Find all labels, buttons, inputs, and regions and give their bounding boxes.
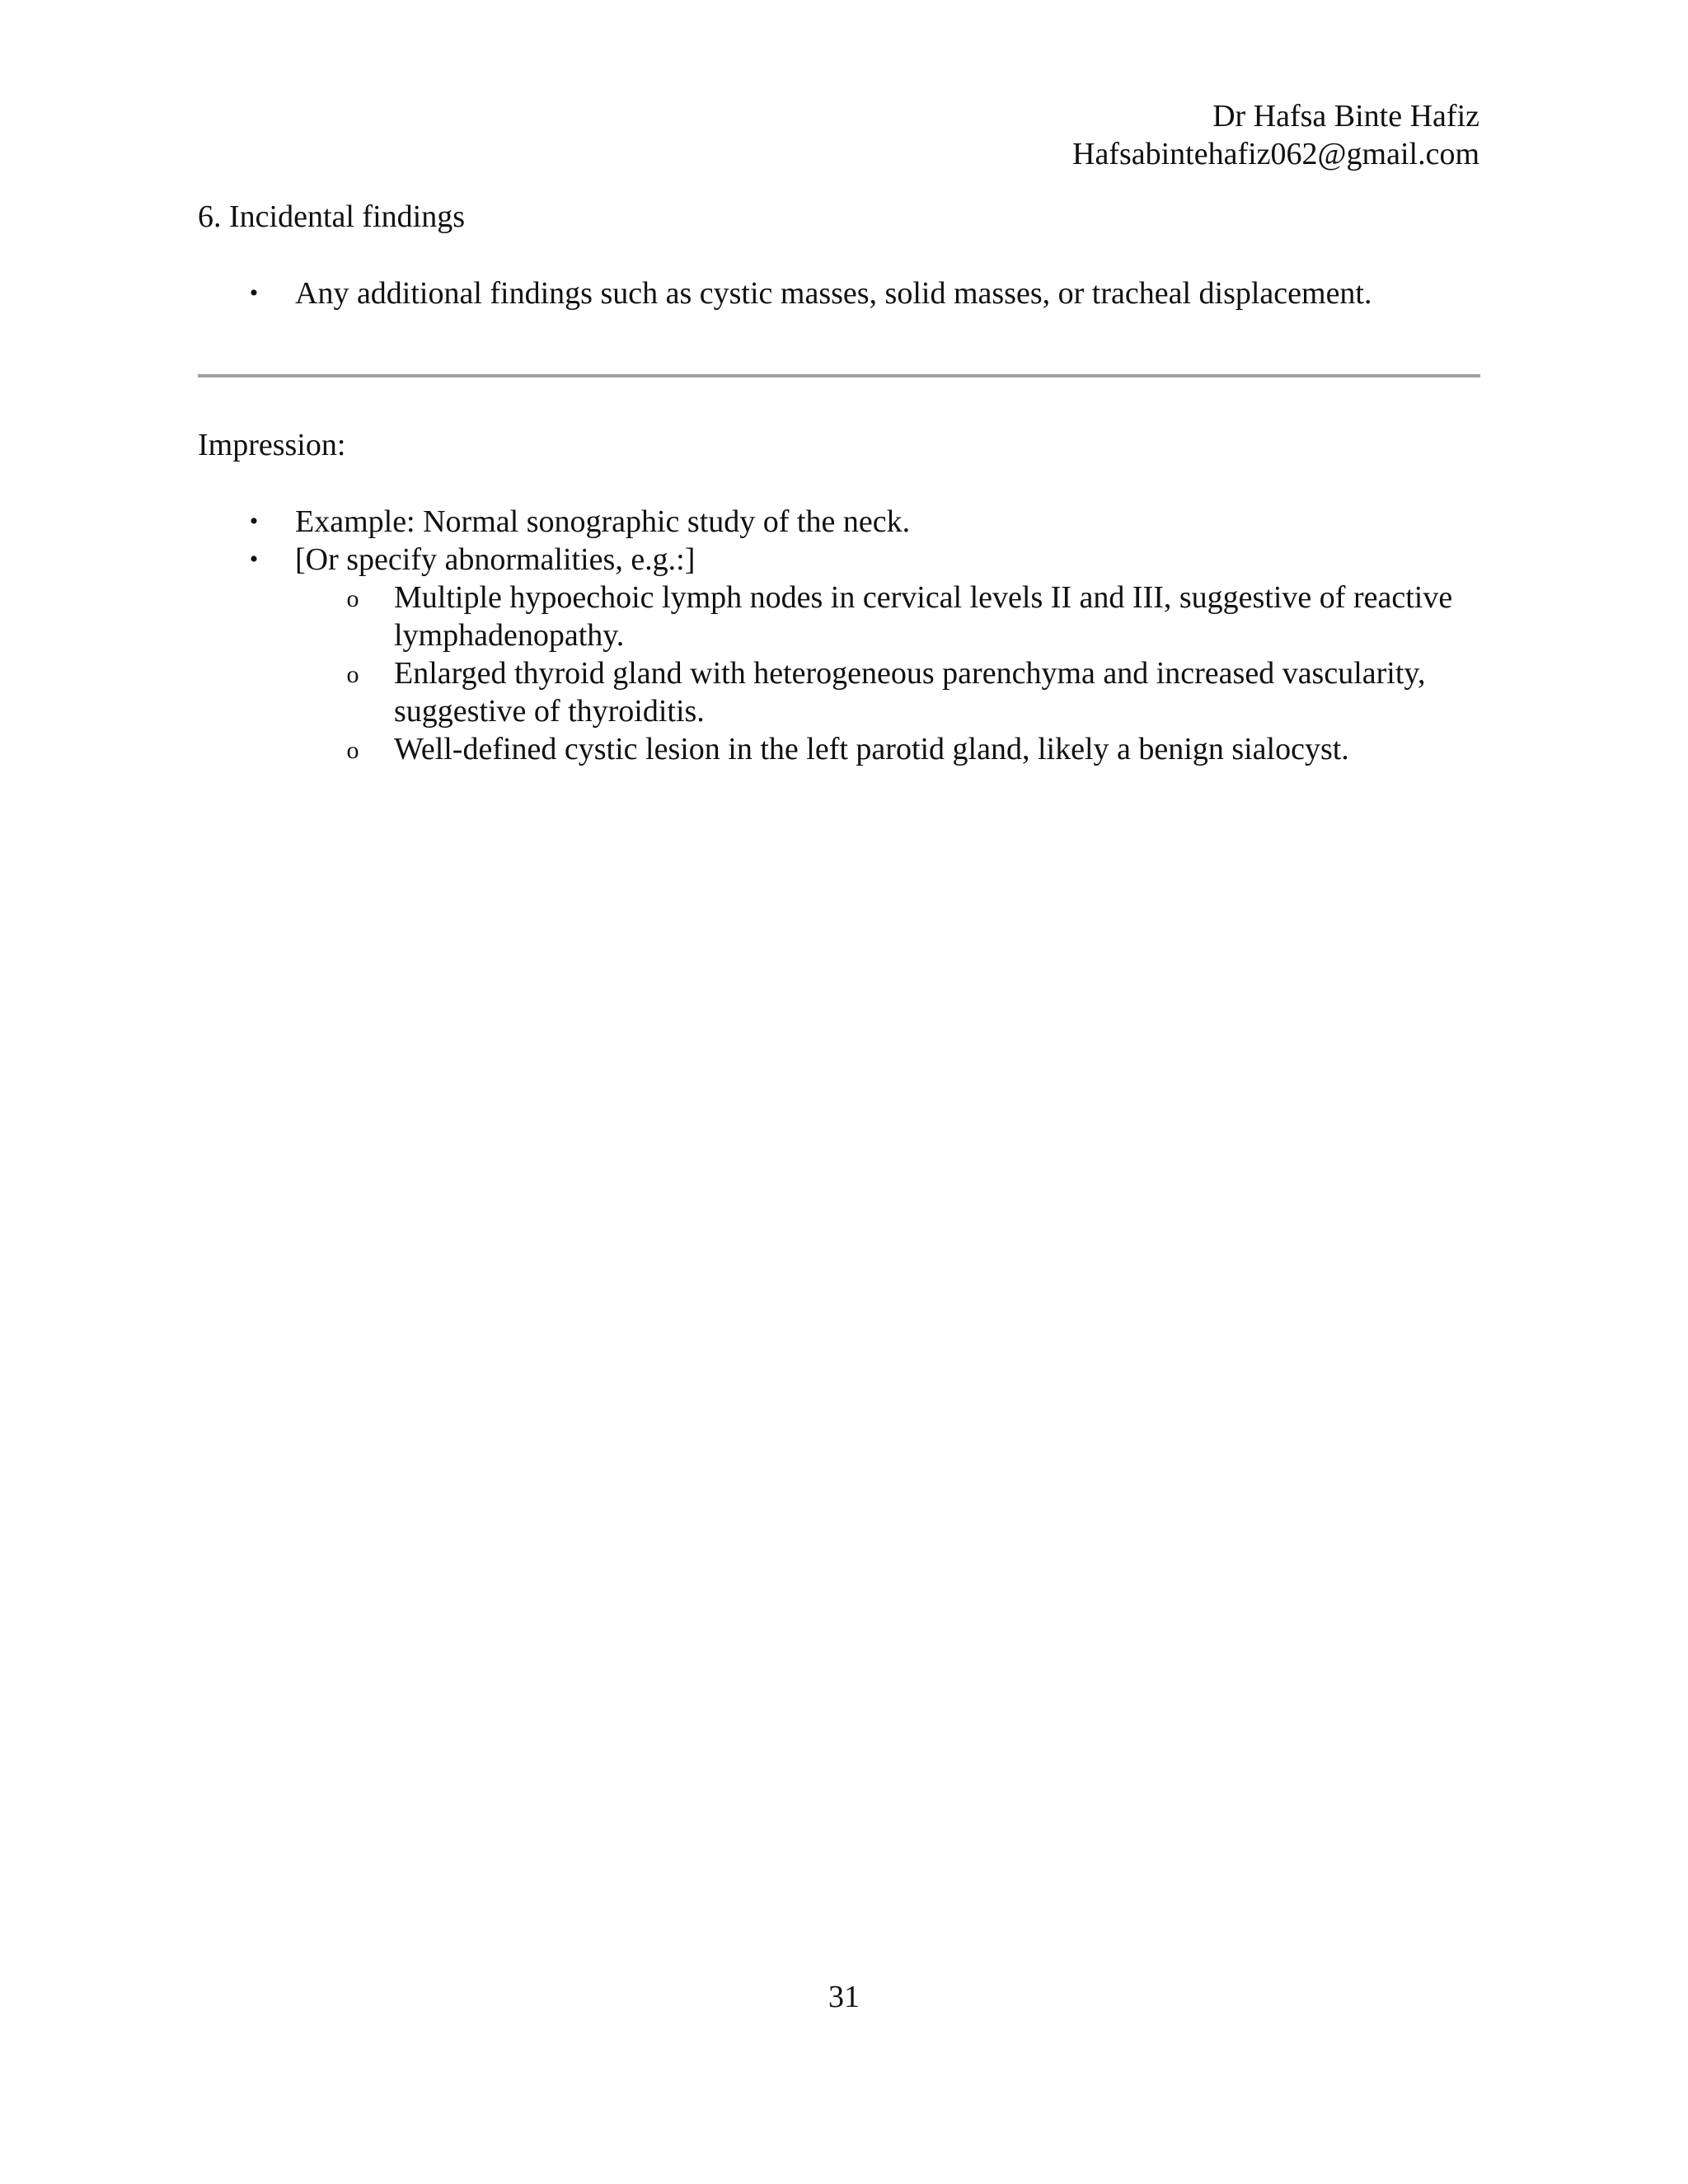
sub-list-item-text: Enlarged thyroid gland with heterogeneous parenchyma and increased vascularity, suggestive of thyroiditis. (394, 656, 1426, 729)
circle-bullet-icon: o (346, 737, 359, 764)
sub-list-item-text: Multiple hypoechoic lymph nodes in cervical levels II and III, suggestive of reactive lymphadenopathy. (394, 580, 1453, 653)
author-email: Hafsabintehafiz062@gmail.com (1072, 137, 1479, 171)
horizontal-divider (198, 374, 1480, 377)
sub-list-item-text: Well-defined cystic lesion in the left parotid gland, likely a benign sialocyst. (394, 732, 1349, 766)
bullet-icon: • (249, 546, 259, 573)
author-name: Dr Hafsa Binte Hafiz (1212, 99, 1479, 134)
bullet-icon: • (249, 279, 259, 307)
circle-bullet-icon: o (346, 661, 359, 688)
list-item-text: Example: Normal sonographic study of the neck. (295, 504, 911, 539)
bullet-icon: • (249, 508, 259, 535)
list-item-text: Any additional findings such as cystic masses, solid masses, or tracheal displacement. (295, 276, 1372, 311)
incidental-findings-heading: 6. Incidental findings (198, 199, 465, 234)
circle-bullet-icon: o (346, 585, 359, 612)
impression-heading: Impression: (198, 428, 346, 462)
page-number: 31 (828, 1980, 860, 2014)
page-header (1072, 97, 1479, 173)
list-item-text: [Or specify abnormalities, e.g.:] (295, 542, 696, 577)
